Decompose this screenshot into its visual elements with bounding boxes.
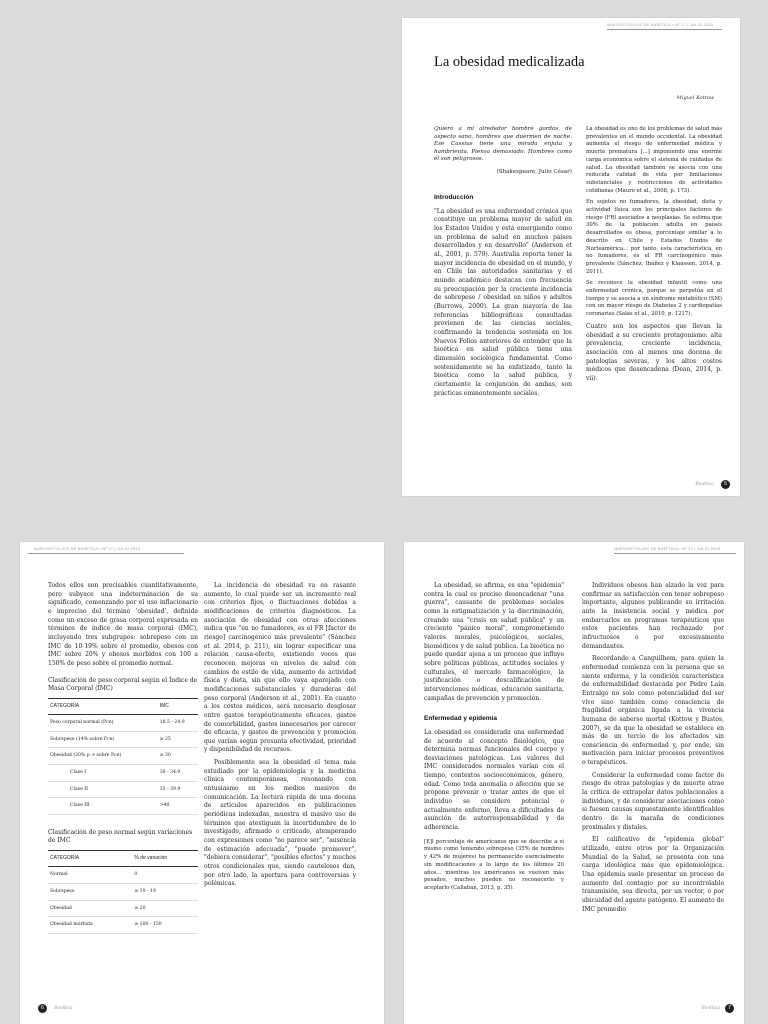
page-label: Bioética [695, 482, 714, 487]
table-cell: ≥ 25 [158, 731, 198, 748]
table-caption: Clasificación de peso corporal según el Índice de Masa Corporal (IMC) [48, 676, 198, 693]
page-3 [404, 542, 744, 1024]
table-cell: ≥ 10 - 19 [132, 883, 198, 900]
page-2 [20, 542, 384, 1024]
table-cell: >40 [158, 798, 198, 815]
right-column [204, 582, 356, 893]
table-row [48, 748, 198, 765]
table-cell: Clase II [48, 781, 158, 798]
table-cell: ≥ 30 [158, 748, 198, 765]
table-header: CATEGORÍA [48, 698, 158, 715]
table-caption: Clasificación de peso normal según variaciones de IMC [48, 828, 193, 845]
right-column [582, 582, 724, 918]
table-row [48, 731, 198, 748]
running-head-rule [28, 553, 184, 554]
table-cell: Normal [48, 867, 132, 884]
table-row [48, 867, 198, 884]
running-head: NUEVOS FOLIOS DE BIOÉTICA • Nº 17 | JULIO 2015 [607, 22, 714, 27]
table-cell: Obesidad mórbida [48, 917, 132, 934]
body-paragraph: Considerar la enfermedad como factor de riesgo de otras patologías y de muerte atrae la crítica de extrapolar datos poblacionales a individuos, y de considerar asociaciones como si fuesen causas supuestamente identificables dentro de la maraña de condiciones proximales y distales. [582, 771, 724, 831]
table-cell: 35 - 39.9 [158, 781, 198, 798]
table-header: CATEGORÍA [48, 850, 132, 867]
intro-paragraph: "La obesidad es una enfermedad crónica que constituye un problema mayor de salud en los Estados Unidos y está emergiendo como un problema de salud en muchos países desarrollados y en desarrollo" (Anderson et al., 2001, p. 579). Australia reporta tener la mayor incidencia de obesidad en el mundo, y en Chile las autoridades sanitarias y el mundo académico destacan con frecuencia su preocupación por la creciente incidencia de sobrepeso / obesidad en niños y adultos (Burrows, 2000). La gran mayoría de las referencias bibliográficas consultadas provienen de las ciencias sociales, confirmando la tendencia sostenida en los Nuevos Folios anteriores de entender que la bioética en salud pública tiene una dimensión sociológica fundamental. Como sostenidamente se ha enfatizado, tanto la bioética como la salud pública, y ciertamente la conjunción de ambas, son prácticas eminentemente sociales. [434, 207, 572, 397]
table-cell: 0 [132, 867, 198, 884]
table-row [48, 883, 198, 900]
table-header: IMC [158, 698, 198, 715]
body-paragraph: Recordando a Canguilhem, para quien la enfermedad comienza con la persona que se siente enferma, y la condición característica de enfermabilidad destacada por Pedro Laín Entralgo no solo como potencialidad del ser vivo sino también como consciencia de fragilidad orgánica ligada a la vivencia humana de saberse mortal (Kottow y Bustos, 2007), se da que la obesidad se establece en más de un tercio de los afectados sin consciencia de enfermedad y, por ende, sin motivación para iniciar procesos preventivos o terapéuticos. [582, 655, 724, 767]
table-cell: Obesidad [48, 900, 132, 917]
body-paragraph: La obesidad, se afirma, es una "epidemia" contra la cual es preciso desencadenar "una guerra", causante de problemas sociales como la estigmatización y la discriminación, creando una "crisis en salud pública" y un creciente "pánico moral", comprometiendo valores morales, psicológicos, sociales, biomédicos y de salud pública. La bioética no puede quedar ajena a un proceso que influye sobre políticas públicas, actitudes sociales y culturales, el mercado farmacológico, la justificación o descalificación de intervenciones médicas, educación sanitaria, campañas de prevención y promoción. [424, 582, 564, 702]
quote-paragraph: Se reconoce la obesidad infantil como una enfermedad crónica, porque se perpetúa en el tiempo y se asocia a un síndrome metabólico (SM) con un mayor riesgo de Diabetes 2 y cardiopatías coronarias (Salas et al., 2010, p. 1217). [586, 280, 722, 318]
section-heading-intro: Introducción [434, 194, 474, 202]
epigraph: Quiero a mi alrededor hombre gordos, de aspecto sano, hombres que duermen de noche. Ese Cassius tiene una mirada enjuta y hambrienta. Piensa demasiado. Hombres como él son peligrosos. [434, 126, 572, 162]
table-cell: Sobrepeso [48, 883, 132, 900]
body-paragraph: La incidencia de obesidad va en rasante aumento, lo cual puede ser un incremento real con criterios fijos, o fluctuaciones debidas a modificaciones de criterios diagnósticos. La asociación de obesidad con otras afecciones indica que "en no fumadores, es el FR [factor de riesgo] carcinogénico más prevalente" (Sánchez et al. 2014, p. 211), sin lograr especificar una relación causa-efecto, existiendo voces que reconocen mejoras en niveles de salud con cambios de estilo de vida, aumento de actividad física y dieta, sin que ello vaya aparejado con modificaciones substanciales y duraderas del peso corporal (Anderson et al., 2001). En cuanto a los costos médicos, será necesario desglosar entre gastos terapéuticamente eficaces, gastos de comorbilidad, gastos innecesarios por carecer de eficacia, y gastos de prevención y promoción que varían según presunta efectividad, prioridad y disponibilidad de recursos. [204, 582, 356, 754]
quote-paragraph: [E]l porcentaje de americanos que se describe a sí mismo como teniendo sobrepeso (35% de hombres y 42% de mujeres) ha permanecido esencialmente sin modificaciones a lo largo de los últimos 20 años... mientras los americanos se vuelven más pesados, muchos pueden no reconocerlo y aceptarlo (Callahan, 2013, p. 35). [424, 838, 564, 891]
table-cell: Sobrepeso (14% sobre Pcn) [48, 731, 158, 748]
table-row [48, 715, 198, 732]
page-label: Bioética [54, 1006, 73, 1011]
left-column [434, 126, 572, 402]
article-author: Miguel Kottow [676, 95, 714, 101]
table-cell: ≥ 20 [132, 900, 198, 917]
weight-variation-table [48, 850, 198, 934]
running-head: NUEVOS FOLIOS DE BIOÉTICA • Nº 17 | JULIO 2015 [614, 546, 721, 551]
page-1 [402, 18, 740, 496]
body-paragraph: Individuos obesos han alzado la voz para confirmar su satisfacción con tener sobrepeso importante, algunos publicando su irritación ante la insistencia social y médica por embarcarlos en programas terapéuticos que estos pacientes han rechazado por infructuosos o por excesivamente demandantes. [582, 582, 724, 650]
left-column [424, 582, 564, 897]
table-cell: ≥ 100 - 150 [132, 917, 198, 934]
table-row [48, 764, 198, 781]
page-number: 6 [38, 1004, 47, 1013]
right-column [586, 126, 722, 387]
table-cell: Obesidad (20% p + sobre Pcn) [48, 748, 158, 765]
page-number: 7 [725, 1004, 734, 1013]
body-paragraph: Posiblemente sea la obesidad el tema más estudiado por la epidemiología y la medicina clínica contemporáneas, resonando con entusiasmo en los medios masivos de comunicación. La lectura rápida de una docena de artículos aparecidos en publicaciones periódicas indexadas, muestra el masivo uso de términos que atestiguan la incertidumbre de lo investigado, afirmado o criticado, atemperando con expresiones como "no parece ser", "ausencia de estimación adecuada", "puede promover", "debiera considerar", "posibles efectos" y muchos otros condicionales que, siendo cautelosos dan, por otro lado, la apertura para controversias y polémicas. [204, 759, 356, 888]
article-title: La obesidad medicalizada [434, 54, 585, 70]
table-cell: Peso corporal normal (Pcn) [48, 715, 158, 732]
quote-paragraph: En sujetos no fumadores, la obesidad, dieta y actividad física son los principales factores de riesgo (FR) asociados a neoplasias. Se estima que 30% de la población adulta en países desarrollados es obesa, porcentaje similar a lo descrito en Chile y Estados Unidos de Norteamérica... por tanto, esta característica, en no fumadores, es el FR carcinogénico más prevalente (Sánchez, Ibáñez y Klaassen, 2014, p. 2011). [586, 199, 722, 275]
table-cell: 30 - 34.9 [158, 764, 198, 781]
epigraph-source: (Shakespeare, Julio César) [496, 168, 572, 175]
body-paragraph: La obesidad es considerada una enfermedad de acuerdo al concepto fisiológico, que determina normas funcionales del cuerpo y desviaciones patológicas. Los valores del IMC considerados normales varían con el tiempo, contextos socioeconómicos, género, edad. Como toda anomalía o afección que se propone prevenir o tratar antes de que el individuo se considere potencial o actualmente enfermo, lleva a dificultades de asunción de autorresponsabilidad y de adherencia. [424, 728, 564, 832]
table-row [48, 781, 198, 798]
table-cell: Clase I [48, 764, 158, 781]
running-head-rule [614, 553, 736, 554]
running-head-rule [607, 29, 722, 30]
table-row [48, 917, 198, 934]
table-row [48, 900, 198, 917]
table-cell: 18.5 - 24.9 [158, 715, 198, 732]
table-header: % de variación [132, 850, 198, 867]
running-head: NUEVOS FOLIOS DE BIOÉTICA • Nº 17 | JULIO 2015 [34, 546, 141, 551]
quote-paragraph: La obesidad es uno de los problemas de salud más prevalentes en el mundo occidental. La obesidad aumenta el riesgo de enfermedad médica y muerte prematura [...] imponiendo una enorme carga económica sobre el sistema de cuidados de salud. La obesidad también se asocia con una reducida calidad de vida por limitaciones substanciales y restricciones de actividades cotidianas (Mauro et al., 2008, p. 173). [586, 126, 722, 194]
page-label: Bioética [701, 1006, 720, 1011]
page-number: 5 [721, 480, 730, 489]
body-paragraph: Todos ellos son precisables cuantitativamente, pero subyace una indeterminación de su significado, comenzando por el uso inflacionario e impreciso del término 'obesidad', definida como un exceso de grasa corporal expresada en términos de índice de masa corporal (IMC), incluyendo tres subgrupos: sobrepeso con un IMC de 10-19% sobre el promedio, obesos con IMC sobre 20% y obesos mórbidos con 100 a 150% de peso sobre el promedio normal. [48, 582, 198, 667]
table-cell: Clase III [48, 798, 158, 815]
imc-classification-table [48, 698, 198, 815]
body-paragraph: Cuatro son los aspectos que llevan la obesidad a su creciente protagonismo: alta prevalencia, creciente incidencia, asociación con al menos una docena de patologías severas, y los altos costos médicos que desencadena (Dean, 2014, p. vii). [586, 322, 722, 382]
section-heading: Enfermedad y epidemia [424, 715, 497, 723]
left-column [48, 582, 198, 934]
table-row [48, 798, 198, 815]
body-paragraph: El calificativo de "epidemia global" utilizado, entre otros por la Organización Mundial de la Salud, se presenta con una carga ideológica más que epidemiológica. Una epidemia suele presentar un proceso de aumento del contagio por su incontrolable transmisión, sea directa, por un vector, o por ubicuidad del agente patógeno. El aumento de IMC promedio [582, 836, 724, 913]
